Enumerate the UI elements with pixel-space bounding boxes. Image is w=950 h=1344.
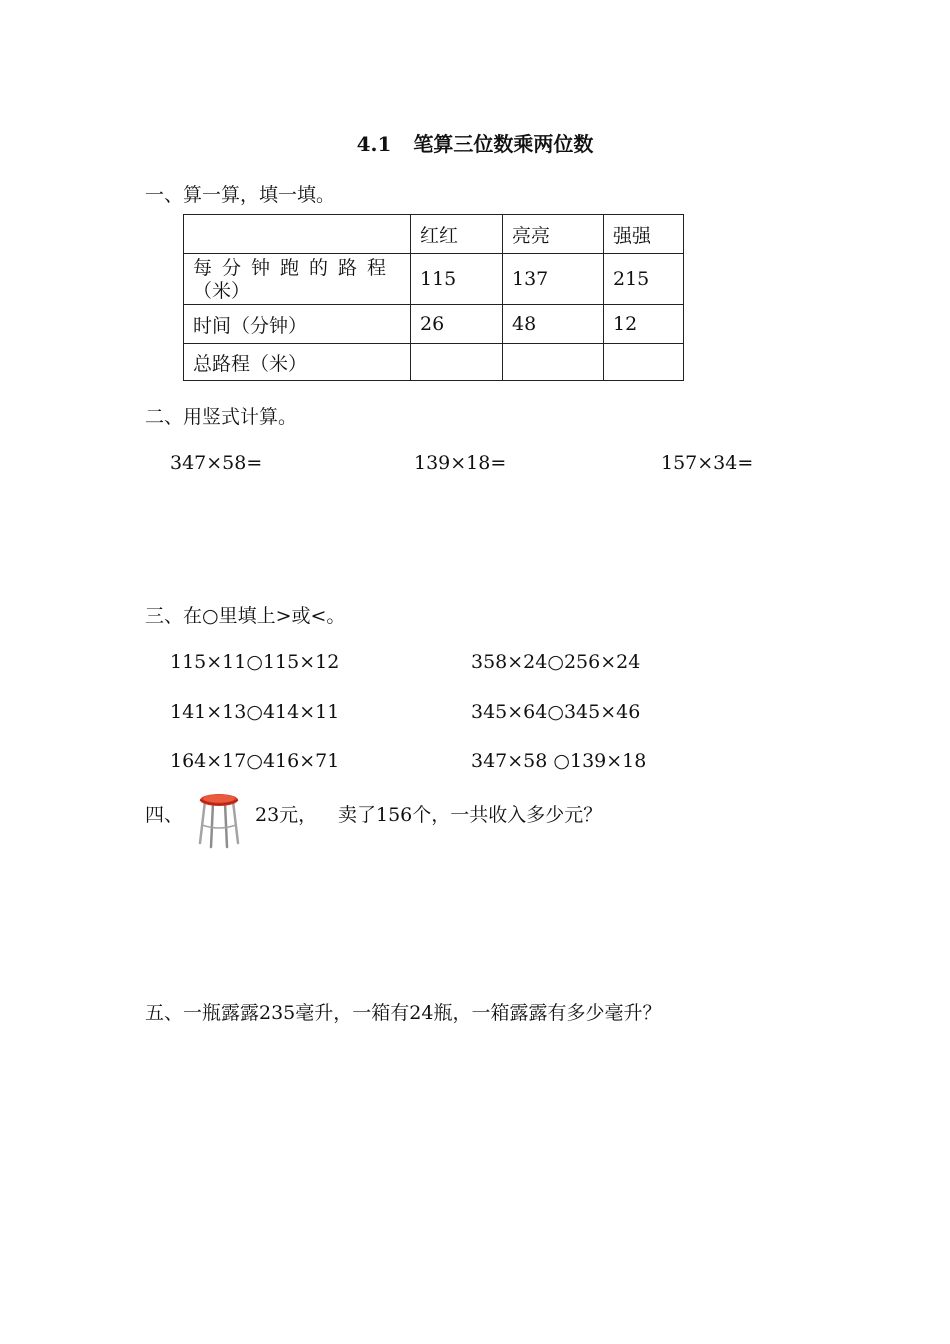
table-row-label-line1: 每分钟跑的路程 [193,257,397,279]
title-number: 4.1 [356,132,392,156]
route-table [183,214,684,381]
price-text: 23元， [255,804,318,826]
table-header-cell: 亮亮 [503,215,604,254]
table-header-cell [184,215,411,254]
stool-icon [196,791,242,849]
compare-expression: 347×58 ○139×18 [471,750,647,772]
table-header-cell: 强强 [604,215,684,254]
table-cell: 26 [411,305,503,344]
table-cell: 12 [604,305,684,344]
vertical-calc-problem: 157×34= [661,452,754,474]
vertical-calc-problem: 139×18= [414,452,507,474]
vertical-calc-problem: 347×58= [170,452,263,474]
section5-question: 五、一瓶露露235毫升，一箱有24瓶，一箱露露有多少毫升？ [145,1002,662,1024]
section4-label: 四、 [145,804,184,826]
compare-expression: 115×11○115×12 [170,651,340,673]
table-row-label-line2: （米） [193,280,251,302]
compare-expression: 141×13○414×11 [170,701,340,723]
table-row-label [184,254,411,305]
table-cell: 137 [503,254,604,305]
section2-heading: 二、用竖式计算。 [145,406,298,428]
table-cell: 215 [604,254,684,305]
answer-cell[interactable] [411,344,503,381]
table-row [184,305,684,344]
section3-heading: 三、在○里填上>或<。 [145,605,346,627]
compare-expression: 164×17○416×71 [170,750,340,772]
table-row [184,344,684,381]
compare-expression: 345×64○345×46 [471,701,641,723]
table-header-cell: 红红 [411,215,503,254]
table-row-label: 总路程（米） [184,344,411,381]
page-title [0,128,950,157]
title-text: 笔算三位数乘两位数 [413,132,594,156]
answer-cell[interactable] [604,344,684,381]
answer-cell[interactable] [503,344,604,381]
table-header-row [184,215,684,254]
section1-heading: 一、算一算，填一填。 [145,184,336,206]
section4-question: 卖了156个，一共收入多少元？ [338,804,603,826]
table-row [184,254,684,305]
compare-expression: 358×24○256×24 [471,651,641,673]
table-cell: 115 [411,254,503,305]
table-row-label: 时间（分钟） [184,305,411,344]
table-cell: 48 [503,305,604,344]
